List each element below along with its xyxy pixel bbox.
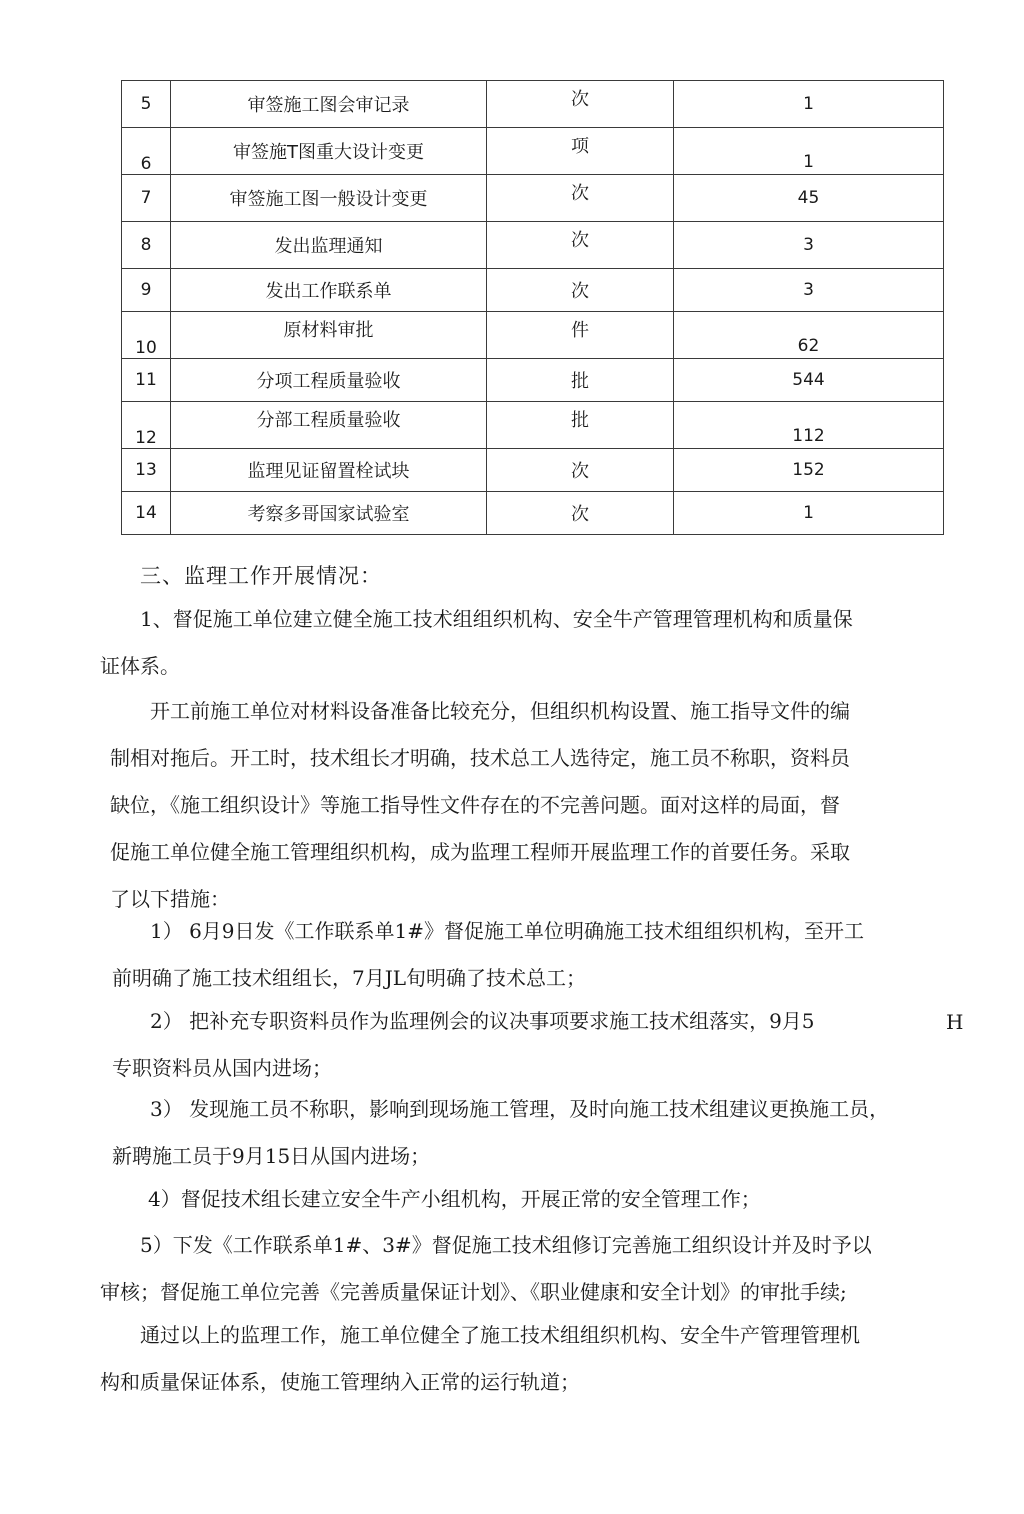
row-unit: 件 [487,312,674,359]
text-line: 缺位，《施工组织设计》等施工指导性文件存在的不完善问题。面对这样的局面，督 [110,793,840,817]
row-quantity: 3 [674,269,944,312]
row-quantity: 3 [674,222,944,269]
row-item: 发出工作联系单 [171,269,487,312]
measure-2 [112,998,980,1092]
row-unit: 次 [487,492,674,535]
text-line: 3） 发现施工员不称职，影响到现场施工管理，及时向施工技术组建议更换施工员， [150,1097,890,1121]
table-row [122,269,944,312]
text-line: 证体系。 [100,654,180,678]
table-row [122,359,944,402]
row-number: 14 [122,492,171,535]
text-line: 前明确了施工技术组组长，7月JL旬明确了技术总工； [112,966,587,990]
text-line: 审核；督促施工单位完善《完善质量保证计划》、《职业健康和安全计划》的审批手续; [100,1280,847,1304]
text-line: 开工前施工单位对材料设备准备比较充分，但组织机构设置、施工指导文件的编 [150,699,850,723]
row-item: 审签施T图重大设计变更 [171,128,487,175]
row-item: 审签施工图一般设计变更 [171,175,487,222]
row-unit: 项 [487,128,674,175]
row-unit: 次 [487,81,674,128]
text-line: 专职资料员从国内进场； [112,1056,332,1080]
table-row [122,449,944,492]
row-number: 8 [122,222,171,269]
row-number: 12 [122,402,171,449]
table-row [122,312,944,359]
row-number: 13 [122,449,171,492]
table-row [122,128,944,175]
row-item: 发出监理通知 [171,222,487,269]
row-item: 监理见证留置栓试块 [171,449,487,492]
row-quantity: 152 [674,449,944,492]
row-unit: 次 [487,449,674,492]
row-number: 9 [122,269,171,312]
row-item: 分项工程质量验收 [171,359,487,402]
row-number: 11 [122,359,171,402]
row-quantity: 45 [674,175,944,222]
text-line: 构和质量保证体系，使施工管理纳入正常的运行轨道； [100,1370,580,1394]
row-number: 7 [122,175,171,222]
row-quantity: 62 [674,312,944,359]
paragraph-point-1 [100,596,970,690]
row-item: 原材料审批 [171,312,487,359]
paragraph-background [110,688,980,923]
measure-5 [100,1222,970,1316]
measure-4 [148,1176,978,1223]
paragraph-conclusion [100,1312,970,1406]
text-line: 4）督促技术组长建立安全牛产小组机构，开展正常的安全管理工作； [148,1187,761,1211]
text-line: 1） 6月9日发《工作联系单1#》督促施工单位明确施工技术组组织机构，至开工 [150,919,865,943]
row-unit: 批 [487,359,674,402]
text-line: 通过以上的监理工作，施工单位健全了施工技术组组织机构、安全牛产管理管理机 [140,1323,860,1347]
row-number: 10 [122,312,171,359]
row-number: 6 [122,128,171,175]
table-row [122,222,944,269]
row-unit: 批 [487,402,674,449]
table-row [122,492,944,535]
text-line: 2） 把补充专职资料员作为监理例会的议决事项要求施工技术组落实，9月5 [150,1009,815,1033]
row-quantity: 1 [674,492,944,535]
table-row [122,81,944,128]
text-line: 了以下措施： [110,887,230,911]
text-line: 5）下发《工作联系单1#、3#》督促施工技术组修订完善施工组织设计并及时予以 [140,1233,872,1257]
text-line: 新聘施工员于9月15日从国内进场； [112,1144,431,1168]
row-quantity: 1 [674,128,944,175]
row-quantity: 544 [674,359,944,402]
table-row [122,175,944,222]
table-row [122,402,944,449]
row-item: 分部工程质量验收 [171,402,487,449]
measure-3 [112,1086,980,1180]
row-item: 考察多哥国家试验室 [171,492,487,535]
section-heading: 三、监理工作开展情况： [140,564,382,588]
row-quantity: 1 [674,81,944,128]
row-unit: 次 [487,175,674,222]
row-unit: 次 [487,222,674,269]
stray-h-character: H [946,1010,964,1034]
row-number: 5 [122,81,171,128]
work-statistics-table [121,80,944,535]
text-line: 制相对拖后。开工时，技术组长才明确，技术总工人选待定，施工员不称职，资料员 [110,746,850,770]
row-unit: 次 [487,269,674,312]
text-line: 促施工单位健全施工管理组织机构，成为监理工程师开展监理工作的首要任务。采取 [110,840,850,864]
row-quantity: 112 [674,402,944,449]
text-line: 1、督促施工单位建立健全施工技术组组织机构、安全牛产管理管理机构和质量保 [140,607,853,631]
measure-1 [112,908,980,1002]
row-item: 审签施工图会审记录 [171,81,487,128]
